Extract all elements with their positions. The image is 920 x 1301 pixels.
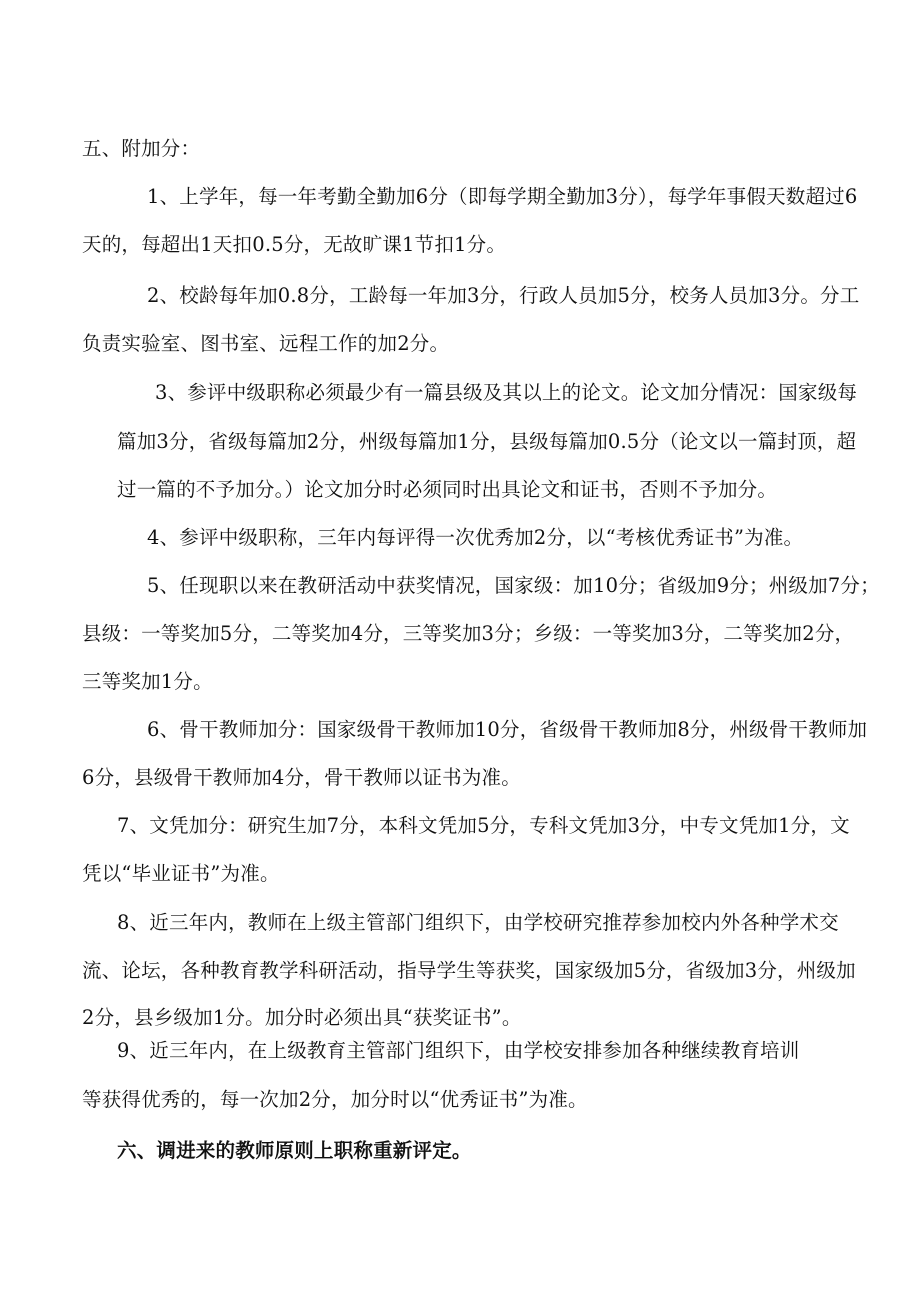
item-2-line-2: 负责实验室、图书室、远程工作的加2分。 (82, 332, 450, 355)
item-6-line-1: 6、骨干教师加分：国家级骨干教师加10分，省级骨干教师加8分，州级骨干教师加 (147, 718, 868, 741)
item-1-line-2: 天的，每超出1天扣0.5分，无故旷课1节扣1分。 (82, 233, 507, 256)
item-6-line-2: 6分，县级骨干教师加4分，骨干教师以证书为准。 (82, 766, 521, 789)
item-9-line-1: 9、近三年内，在上级教育主管部门组织下，由学校安排参加各种继续教育培训 (117, 1039, 800, 1062)
item-3-line-2: 篇加3分，省级每篇加2分，州级每篇加1分，县级每篇加0.5分（论文以一篇封顶，超 (117, 430, 857, 453)
item-8-line-2: 流、论坛，各种教育教学科研活动，指导学生等获奖，国家级加5分，省级加3分，州级加 (82, 959, 856, 982)
item-7-line-2: 凭以“毕业证书”为准。 (82, 862, 280, 885)
section-5-heading: 五、附加分： (82, 137, 201, 160)
item-7-line-1: 7、文凭加分：研究生加7分，本科文凭加5分，专科文凭加3分，中专文凭加1分，文 (117, 814, 850, 837)
item-3-line-1: 3、参评中级职称必须最少有一篇县级及其以上的论文。论文加分情况：国家级每 (155, 381, 858, 404)
item-2-line-1: 2、校龄每年加0.8分，工龄每一年加3分，行政人员加5分，校务人员加3分。分工 (147, 284, 860, 307)
item-3-line-3: 过一篇的不予加分。）论文加分时必须同时出具论文和证书，否则不予加分。 (117, 478, 778, 501)
item-8-line-1: 8、近三年内，教师在上级主管部门组织下，由学校研究推荐参加校内外各种学术交 (117, 911, 839, 934)
item-4-line-1: 4、参评中级职称，三年内每评得一次优秀加2分，以“考核优秀证书”为准。 (147, 526, 804, 549)
item-5-line-3: 三等奖加1分。 (82, 670, 213, 693)
item-1-line-1: 1、上学年，每一年考勤全勤加6分（即每学期全勤加3分），每学年事假天数超过6 (147, 185, 858, 208)
section-6-heading: 六、调进来的教师原则上职称重新评定。 (117, 1139, 472, 1162)
item-5-line-1: 5、任现职以来在教研活动中获奖情况，国家级：加10分；省级加9分；州级加7分； (147, 574, 880, 597)
item-5-line-2: 县级：一等奖加5分，二等奖加4分，三等奖加3分；乡级：一等奖加3分，二等奖加2分， (82, 622, 855, 645)
item-8-line-3: 2分，县乡级加1分。加分时必须出具“获奖证书”。 (82, 1006, 522, 1029)
item-9-line-2: 等获得优秀的，每一次加2分，加分时以“优秀证书”为准。 (82, 1088, 588, 1111)
